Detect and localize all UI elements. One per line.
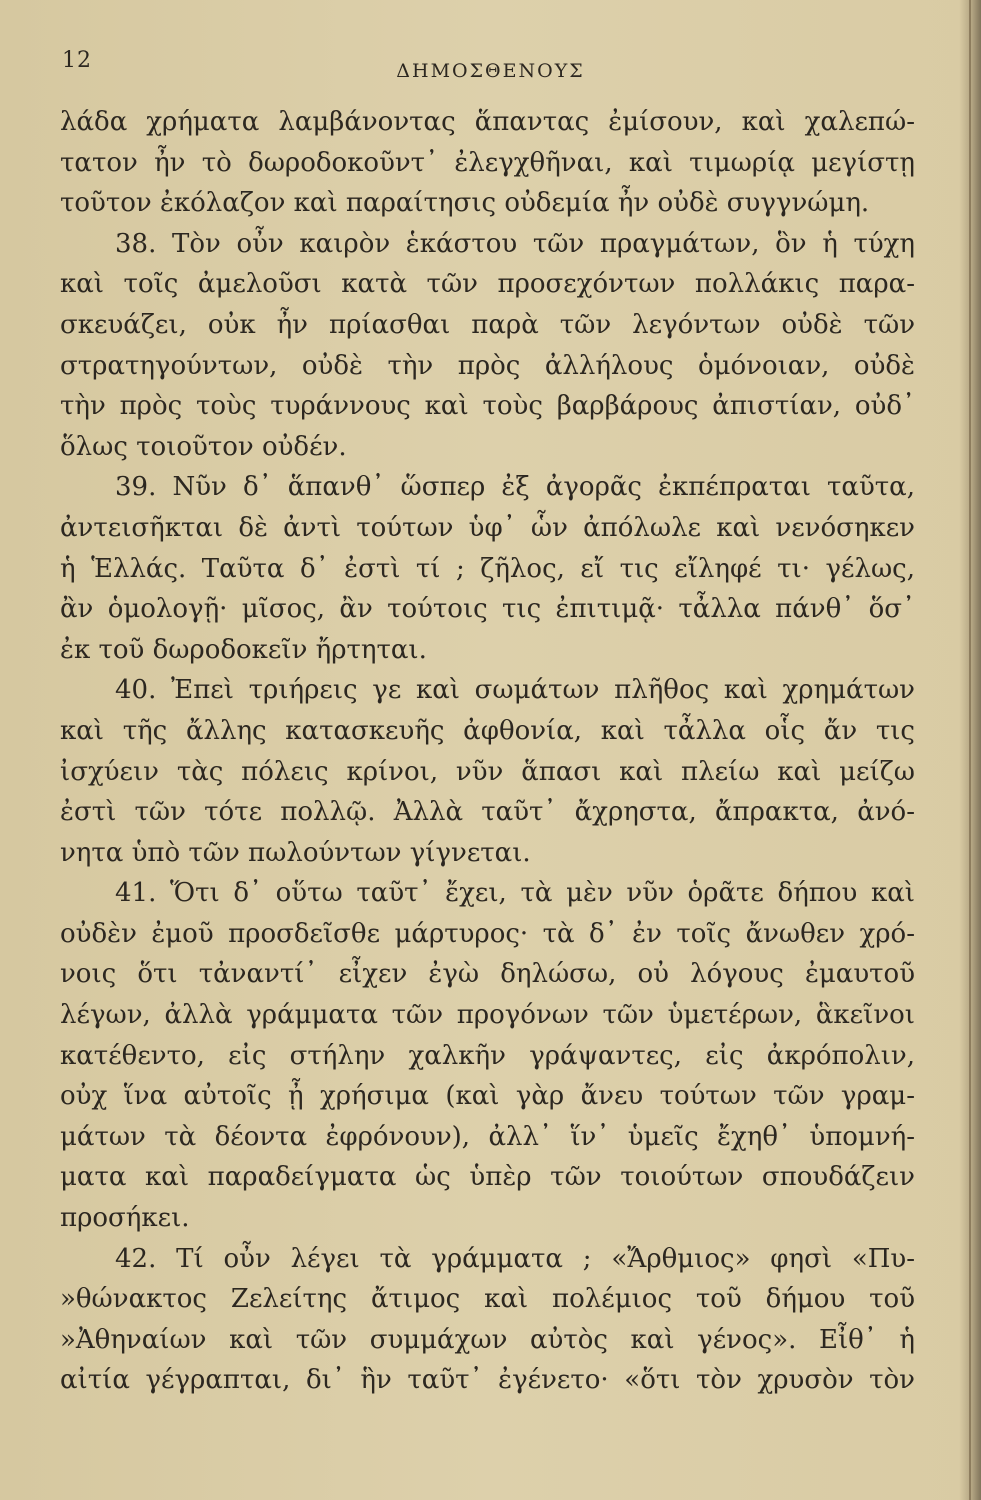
text-line: τοῦτον ἐκόλαζον καὶ παραίτησις οὐδεμία ἦν οὐδὲ συγγνώμη. bbox=[60, 188, 870, 219]
text-line: νητα ὑπὸ τῶν πωλούντων γίγνεται. bbox=[60, 837, 531, 868]
body-text bbox=[60, 102, 915, 1401]
text-line: μάτων τὰ δέοντα ἐφρόνουν), ἀλλ᾽ ἵν᾽ ὑμεῖς ἔχηθ᾽ ὑπομνή- bbox=[60, 1121, 915, 1152]
paragraph-42-start: 42. Τί οὖν λέγει τὰ γράμματα ; «Ἄρθμιος» φησὶ «Πυ- bbox=[115, 1243, 915, 1274]
text-line: τατον ἦν τὸ δωροδοκοῦντ᾽ ἐλεγχθῆναι, καὶ τιμωρίᾳ μεγίστῃ bbox=[60, 147, 915, 178]
page-edge-line bbox=[969, 0, 971, 1500]
text-line: σκευάζει, οὐκ ἦν πρίασθαι παρὰ τῶν λεγόντων οὐδὲ τῶν bbox=[60, 309, 915, 340]
text-line: λέγων, ἀλλὰ γράμματα τῶν προγόνων τῶν ὑμετέρων, ἃκεῖνοι bbox=[60, 1000, 915, 1031]
text-line: αἰτία γέγραπται, δι᾽ ἣν ταῦτ᾽ ἐγένετο· «ὅτι τὸν χρυσὸν τὸν bbox=[60, 1365, 915, 1396]
paragraph-40-start: 40. Ἐπεὶ τριήρεις γε καὶ σωμάτων πλῆθος καὶ χρημάτων bbox=[115, 675, 915, 706]
paragraph-41-start: 41. Ὅτι δ᾽ οὕτω ταῦτ᾽ ἔχει, τὰ μὲν νῦν ὁρᾶτε δήπου καὶ bbox=[115, 878, 915, 909]
text-line: ἰσχύειν τὰς πόλεις κρίνοι, νῦν ἅπασι καὶ πλείω καὶ μείζω bbox=[60, 756, 915, 787]
text-line: τὴν πρὸς τοὺς τυράννους καὶ τοὺς βαρβάρους ἀπιστίαν, οὐδ᾽ bbox=[60, 391, 915, 422]
text-line: »θώνακτος Ζελείτης ἄτιμος καὶ πολέμιος τοῦ δήμου τοῦ bbox=[60, 1284, 915, 1315]
text-line: οὐδὲν ἐμοῦ προσδεῖσθε μάρτυρος· τὰ δ᾽ ἐν τοῖς ἄνωθεν χρό- bbox=[60, 918, 915, 949]
text-line: ἂν ὁμολογῇ· μῖσος, ἂν τούτοις τις ἐπιτιμᾷ· τἆλλα πάνθ᾽ ὅσ᾽ bbox=[60, 594, 915, 625]
text-line: οὐχ ἵνα αὐτοῖς ᾖ χρήσιμα (καὶ γὰρ ἄνευ τούτων τῶν γραμ- bbox=[60, 1081, 915, 1112]
text-line: ἡ Ἑλλάς. Ταῦτα δ᾽ ἐστὶ τί ; ζῆλος, εἴ τις εἴληφέ τι· γέλως, bbox=[60, 553, 915, 584]
text-line: »Ἀθηναίων καὶ τῶν συμμάχων αὐτὸς καὶ γένος». Εἶθ᾽ ἡ bbox=[60, 1324, 915, 1355]
text-line: ἐκ τοῦ δωροδοκεῖν ἤρτηται. bbox=[60, 634, 427, 665]
text-line: προσήκει. bbox=[60, 1203, 190, 1234]
text-line: καὶ τῆς ἄλλης κατασκευῆς ἀφθονία, καὶ τἆλλα οἷς ἄν τις bbox=[60, 715, 915, 746]
text-line: λάδα χρήματα λαμβάνοντας ἅπαντας ἐμίσουν, καὶ χαλεπώ- bbox=[60, 107, 915, 137]
running-head: ΔΗΜΟΣΘΕΝΟΥΣ bbox=[396, 60, 585, 82]
text-line: ὅλως τοιοῦτον οὐδέν. bbox=[60, 431, 347, 462]
page-number: 12 bbox=[62, 48, 92, 73]
paragraph-39-start: 39. Νῦν δ᾽ ἅπανθ᾽ ὥσπερ ἐξ ἀγορᾶς ἐκπέπραται ταῦτα, bbox=[115, 472, 915, 503]
text-line: στρατηγούντων, οὐδὲ τὴν πρὸς ἀλλήλους ὁμόνοιαν, οὐδὲ bbox=[60, 350, 915, 381]
text-line: ἐστὶ τῶν τότε πολλῷ. Ἀλλὰ ταῦτ᾽ ἄχρηστα, ἄπρακτα, ἀνό- bbox=[60, 797, 915, 828]
text-line: νοις ὅτι τἀναντί᾽ εἶχεν ἐγὼ δηλώσω, οὐ λόγους ἐμαυτοῦ bbox=[60, 959, 915, 990]
text-line: κατέθεντο, εἰς στήλην χαλκῆν γράψαντες, εἰς ἀκρόπολιν, bbox=[60, 1040, 915, 1071]
text-line: ματα καὶ παραδείγματα ὡς ὑπὲρ τῶν τοιούτων σπουδάζειν bbox=[60, 1162, 915, 1193]
paragraph-38-start: 38. Τὸν οὖν καιρὸν ἑκάστου τῶν πραγμάτων, ὃν ἡ τύχη bbox=[115, 228, 915, 259]
text-line: καὶ τοῖς ἀμελοῦσι κατὰ τῶν προσεχόντων πολλάκις παρα- bbox=[60, 269, 915, 300]
text-line: ἀντεισῆκται δὲ ἀντὶ τούτων ὑφ᾽ ὧν ἀπόλωλε καὶ νενόσηκεν bbox=[60, 512, 915, 543]
